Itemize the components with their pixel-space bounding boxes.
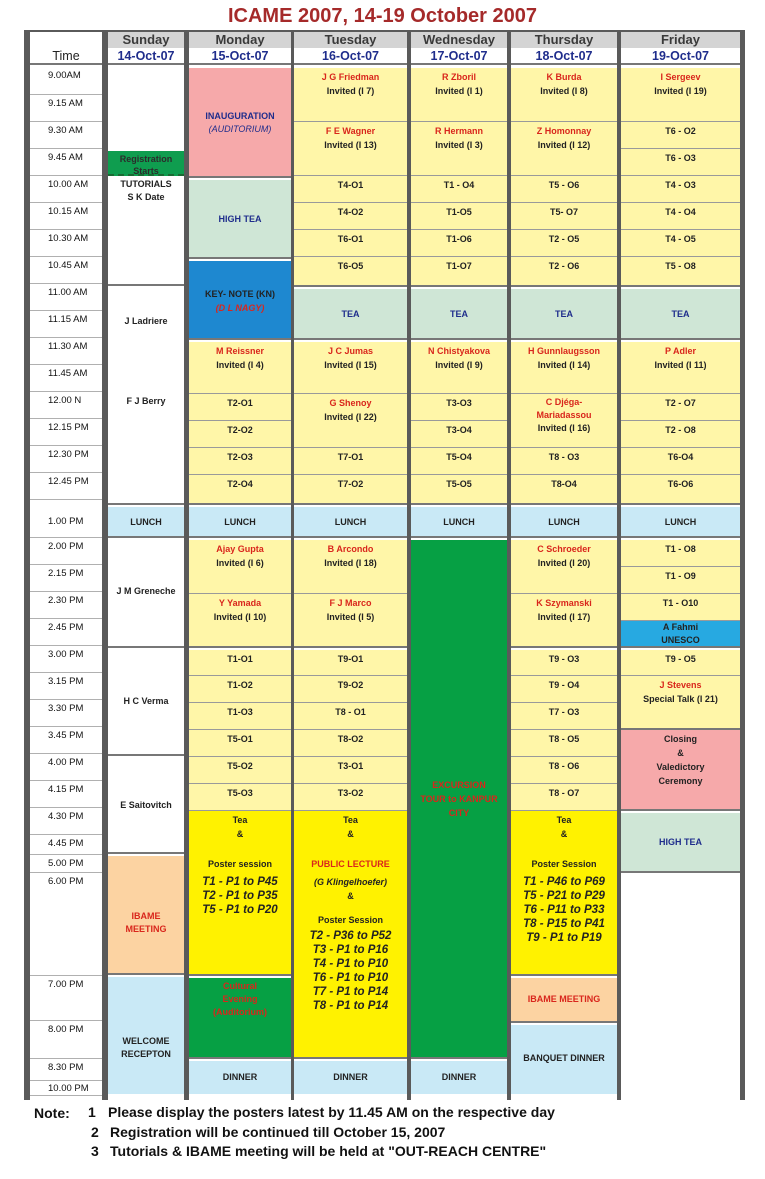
time-label: 3.15 PM [30,673,102,700]
keynote-cell: KEY- NOTE (KN) (D L NAGY) [189,261,291,340]
time-label: 2.30 PM [30,592,102,619]
session-cell: T7-O1 [294,448,407,475]
session-cell: T6-O5 [294,257,407,287]
session-cell: T2 - O5 [511,230,617,257]
time-label: 10.15 AM [30,203,102,230]
time-label: 11.00 AM [30,284,102,311]
session-cell: T3-O1 [294,757,407,784]
session-cell: R Zboril Invited (I 1) [411,68,507,122]
session-cell: C Djéga- Mariadassou Invited (I 16) [511,394,617,448]
time-label: 12.15 PM [30,419,102,446]
session-cell: T4 - O5 [621,230,740,257]
session-cell: T1-O7 [411,257,507,287]
friday-header: Friday 19-Oct-07 [621,32,740,65]
session-cell: T9 - O5 [621,650,740,676]
time-header: Time [30,32,102,65]
session-cell: F J Marco Invited (I 5) [294,594,407,648]
note-text: Please display the posters latest by 11.45 AM on the respective day [108,1104,555,1120]
session-cell: H Gunnlaugsson Invited (I 14) [511,342,617,394]
time-label: 2.00 PM [30,538,102,565]
tuesday-header: Tuesday 16-Oct-07 [294,32,407,65]
notes-label: Note: [34,1105,70,1121]
sunday-lunch: LUNCH [108,507,184,538]
page-title: ICAME 2007, 14-19 October 2007 [227,5,538,27]
session-cell: T5-O5 [411,475,507,505]
sunday-ibame-meeting: IBAME MEETING [108,856,184,975]
session-cell: T4-O1 [294,176,407,203]
wednesday-tea: TEA [411,289,507,340]
fahmi-unesco-cell: A Fahmi UNESCO [621,621,740,648]
ladriere-cell: J Ladriere [108,288,184,392]
session-cell: T8 - O5 [511,730,617,757]
time-label: 7.00 PM [30,976,102,1021]
time-label: 9.00AM [30,68,102,95]
session-cell: T5 - O6 [511,176,617,203]
time-label: 4.15 PM [30,781,102,808]
thursday-poster-session: Tea & Poster Session T1 - P46 to P69 T5 - P21 to P29 T6 - P11 to P33 T8 - P15 to P41 T9 - P1 to P19 [511,811,617,976]
session-cell: T2 - O8 [621,421,740,448]
time-label: 10.00 PM [30,1081,102,1096]
session-cell: T1-O6 [411,230,507,257]
session-cell: T5-O4 [411,448,507,475]
time-label: 6.00 PM [30,873,102,976]
session-cell: T5- O7 [511,203,617,230]
wednesday-header: Wednesday 17-Oct-07 [411,32,507,65]
tuesday-lunch: LUNCH [294,507,407,538]
session-cell: I Sergeev Invited (I 19) [621,68,740,122]
time-label: 4.45 PM [30,835,102,855]
session-cell: B Arcondo Invited (I 18) [294,540,407,594]
session-cell: T2 - O7 [621,394,740,421]
session-cell: J G Friedman Invited (I 7) [294,68,407,122]
time-label: 1.00 PM [30,505,102,538]
session-cell: T5 - O8 [621,257,740,287]
thursday-lunch: LUNCH [511,507,617,538]
time-label: 10.00 AM [30,176,102,203]
session-cell: T6 - O3 [621,149,740,176]
friday-lunch: LUNCH [621,507,740,538]
session-cell: T5-O1 [189,730,291,757]
time-label: 11.30 AM [30,338,102,365]
session-cell: T1 - O9 [621,567,740,594]
session-cell: T8 - O1 [294,703,407,730]
session-cell: T7-O2 [294,475,407,505]
time-label: 9.30 AM [30,122,102,149]
time-label: 11.15 AM [30,311,102,338]
excursion-cell: EXCURSION TOUR to KANPUR CITY [411,540,507,1059]
session-cell: T1-O3 [189,703,291,730]
time-label: 12.45 PM [30,473,102,500]
inauguration-cell: INAUGURATION (AUDITORIUM) [189,68,291,178]
session-cell: C Schroeder Invited (I 20) [511,540,617,594]
time-label: 12.00 N [30,392,102,419]
session-cell: T2-O1 [189,394,291,421]
berry-cell: F J Berry [108,392,184,505]
session-cell: N Chistyakova Invited (I 9) [411,342,507,394]
closing-ceremony: Closing & Valedictory Ceremony [621,730,740,811]
time-label: 8.30 PM [30,1059,102,1081]
session-cell: T1 - O10 [621,594,740,621]
session-cell: T6-O1 [294,230,407,257]
time-label: 10.30 AM [30,230,102,257]
time-label: 8.00 PM [30,1021,102,1059]
note-number: 2 [91,1124,99,1140]
thursday-tea: TEA [511,289,617,340]
session-cell: T9 - O4 [511,676,617,703]
session-cell: T4 - O3 [621,176,740,203]
time-label: 9.45 AM [30,149,102,176]
session-cell: T1 - O8 [621,540,740,567]
note-text: Tutorials & IBAME meeting will be held at "OUT-REACH CENTRE" [110,1143,547,1159]
monday-dinner: DINNER [189,1061,291,1094]
session-cell: T8-O4 [511,475,617,505]
session-cell: R Hermann Invited (I 3) [411,122,507,176]
time-label: 4.00 PM [30,754,102,781]
wednesday-dinner: DINNER [411,1061,507,1094]
session-cell: F E Wagner Invited (I 13) [294,122,407,176]
time-label: 3.00 PM [30,646,102,673]
time-label: 9.15 AM [30,95,102,122]
session-cell: G Shenoy Invited (I 22) [294,394,407,448]
sunday-header: Sunday 14-Oct-07 [108,32,184,65]
note-number: 3 [91,1143,99,1159]
session-cell: T3-O2 [294,784,407,811]
verma-cell: H C Verma [108,650,184,756]
session-cell: T8 - O7 [511,784,617,811]
session-cell: T1-O2 [189,676,291,703]
session-cell: T8 - O3 [511,448,617,475]
session-cell: T1-O1 [189,650,291,676]
session-cell: T2-O3 [189,448,291,475]
session-cell: Ajay Gupta Invited (I 6) [189,540,291,594]
session-cell: Z Homonnay Invited (I 12) [511,122,617,176]
session-cell: T8-O2 [294,730,407,757]
banquet-dinner: BANQUET DINNER [511,1025,617,1094]
session-cell: T3-O4 [411,421,507,448]
session-cell: T8 - O6 [511,757,617,784]
time-label: 3.45 PM [30,727,102,754]
session-cell: T1-O5 [411,203,507,230]
tuesday-lecture-poster-session: Tea & PUBLIC LECTURE (G Klingelhoefer) & Poster Session T2 - P36 to P52 T3 - P1 to P16 T4 - P1 to P10 T6 - P1 to P10 T7 - P1 to P14 T8 - P1 to P14 [294,811,407,1059]
session-cell: K Burda Invited (I 8) [511,68,617,122]
cultural-evening: Cultural Evening (Auditorium) [189,978,291,1059]
time-label: 2.15 PM [30,565,102,592]
friday-high-tea: HIGH TEA [621,813,740,873]
session-cell: T2-O2 [189,421,291,448]
session-cell: T5-O2 [189,757,291,784]
time-label: 5.00 PM [30,855,102,873]
registration-cell: Registration Starts [108,151,184,176]
session-cell: T9 - O3 [511,650,617,676]
session-cell: T4 - O4 [621,203,740,230]
tutorials-cell: TUTORIALS S K Date [108,176,184,286]
time-label: 2.45 PM [30,619,102,646]
session-cell: P Adler Invited (I 11) [621,342,740,394]
tuesday-tea: TEA [294,289,407,340]
monday-lunch: LUNCH [189,507,291,538]
session-cell: K Szymanski Invited (I 17) [511,594,617,648]
thursday-ibame-meeting: IBAME MEETING [511,978,617,1023]
monday-high-tea: HIGH TEA [189,180,291,259]
session-cell: J C Jumas Invited (I 15) [294,342,407,394]
monday-header: Monday 15-Oct-07 [189,32,291,65]
session-cell: T4-O2 [294,203,407,230]
session-cell: T9-O1 [294,650,407,676]
friday-tea: TEA [621,289,740,340]
session-cell: T2 - O6 [511,257,617,287]
time-label: 10.45 AM [30,257,102,284]
welcome-reception: WELCOME RECEPTON [108,977,184,1094]
session-cell: T7 - O3 [511,703,617,730]
time-label: 12.30 PM [30,446,102,473]
monday-poster-session: Tea & Poster session T1 - P1 to P45 T2 - P1 to P35 T5 - P1 to P20 [189,811,291,976]
greneche-cell: J M Greneche [108,540,184,648]
session-cell: J Stevens Special Talk (I 21) [621,676,740,730]
thursday-header: Thursday 18-Oct-07 [511,32,617,65]
wednesday-lunch: LUNCH [411,507,507,538]
session-cell: T9-O2 [294,676,407,703]
note-number: 1 [88,1104,96,1120]
session-cell: T1 - O4 [411,176,507,203]
session-cell: T3-O3 [411,394,507,421]
sunday-empty [108,68,184,149]
session-cell: T6-O6 [621,475,740,505]
time-label: 11.45 AM [30,365,102,392]
session-cell: M Reissner Invited (I 4) [189,342,291,394]
saitovitch-cell: E Saitovitch [108,758,184,854]
session-cell: T5-O3 [189,784,291,811]
tuesday-dinner: DINNER [294,1061,407,1094]
time-label: 3.30 PM [30,700,102,727]
note-text: Registration will be continued till October 15, 2007 [110,1124,446,1140]
session-cell: T6 - O2 [621,122,740,149]
session-cell: Y Yamada Invited (I 10) [189,594,291,648]
friday-empty [621,875,740,1094]
time-label: 4.30 PM [30,808,102,835]
session-cell: T6-O4 [621,448,740,475]
session-cell: T2-O4 [189,475,291,505]
